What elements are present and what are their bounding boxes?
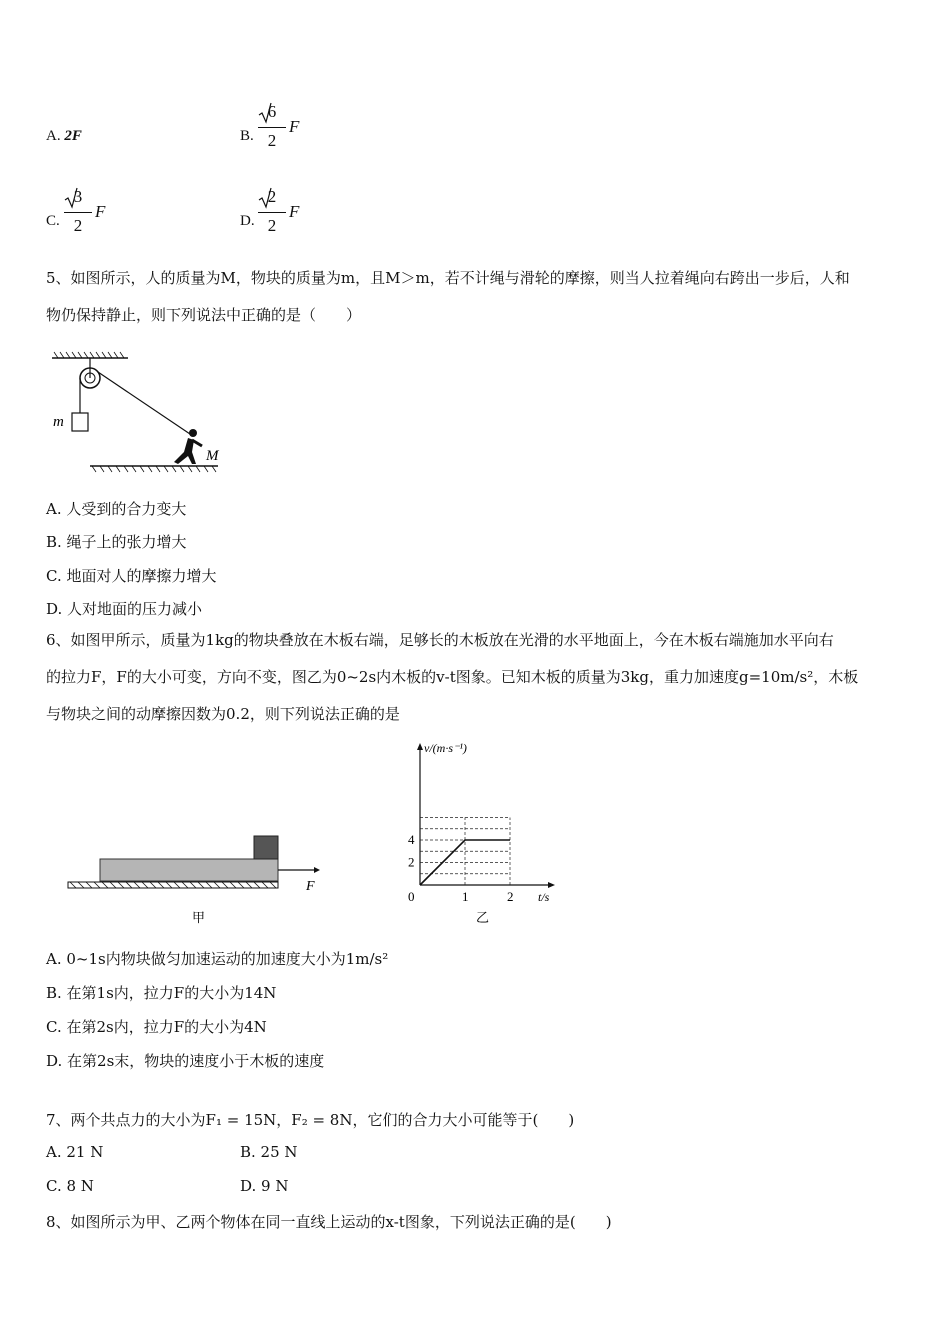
- chart-ytick-label: 2: [408, 854, 415, 870]
- q7-option-a: A. 21 N: [46, 1143, 104, 1161]
- q5-stem-line-2: 物仍保持静止，则下列说法中正确的是（ ）: [46, 306, 362, 324]
- chart-ylabel: v/(m·s⁻¹): [424, 741, 467, 755]
- q7-stem: 7、两个共点力的大小为F₁ = 15N，F₂ = 8N，它们的合力大小可能等于( ): [46, 1111, 575, 1129]
- q4-option-a-value: 2F: [64, 128, 82, 144]
- chart-xtick-label: 1: [462, 889, 469, 904]
- chart-ytick-label: 4: [408, 832, 415, 847]
- chart-xtick-label: 0: [408, 889, 415, 904]
- q4-b-var: F: [289, 117, 300, 136]
- q6-option-a: A. 0~1s内物块做匀加速运动的加速度大小为1m/s²: [46, 950, 389, 968]
- q5-option-c: C. 地面对人的摩擦力增大: [46, 567, 217, 585]
- q6-board-figure: [64, 830, 334, 930]
- q5-stem-line-1: 5、如图所示，人的质量为M，物块的质量为m，且M＞m，若不计绳与滑轮的摩擦，则当人拉着绳向右跨出一步后，人和: [46, 269, 850, 287]
- q7-option-d: D. 9 N: [240, 1177, 289, 1195]
- q4-b-numerator: 6: [267, 102, 277, 121]
- q7-option-c: C. 8 N: [46, 1177, 94, 1195]
- q6-fig-caption-jia: 甲: [192, 911, 206, 926]
- q6-fig-F: F: [306, 879, 315, 894]
- q8-stem: 8、如图所示为甲、乙两个物体在同一直线上运动的x-t图象，下列说法正确的是( ): [46, 1213, 612, 1231]
- q4-c-denominator: 2: [73, 216, 83, 235]
- q4-c-numerator: 3: [73, 187, 83, 206]
- q4-option-d-label: D.: [240, 213, 255, 229]
- q6-fig-caption-yi: 乙: [476, 911, 490, 926]
- chart-x-arrow: [548, 882, 555, 888]
- q5-option-b: B. 绳子上的张力增大: [46, 533, 187, 551]
- q4-d-numerator: 2: [267, 187, 277, 206]
- q5-fig-label-m: m: [53, 414, 64, 430]
- q7-option-b: B. 25 N: [240, 1143, 298, 1161]
- q6-vt-chart: [400, 740, 570, 930]
- q6-stem-line-3: 与物块之间的动摩擦因数为0.2，则下列说法正确的是: [46, 705, 400, 723]
- q4-d-denominator: 2: [267, 216, 277, 235]
- q4-option-b-fraction: [258, 100, 308, 156]
- q4-b-denominator: 2: [267, 131, 277, 150]
- q4-option-a: A. 2F: [46, 128, 82, 144]
- chart-y-arrow: [417, 743, 423, 750]
- q4-option-c-fraction: [64, 185, 114, 241]
- q5-stem: [46, 260, 908, 334]
- q6-stem-line-1: 6、如图甲所示，质量为1kg的物块叠放在木板右端，足够长的木板放在光滑的水平地面上，今在木板右端施加水平向右: [46, 631, 834, 649]
- q6-option-d: D. 在第2s末，物块的速度小于木板的速度: [46, 1052, 325, 1070]
- chart-xlabel: t/s: [538, 890, 550, 904]
- q4-c-var: F: [95, 202, 106, 221]
- q6-stem-line-2: 的拉力F，F的大小可变，方向不变，图乙为0~2s内木板的v-t图象。已知木板的质量为3kg，重力加速度g=10m/s²，木板: [46, 668, 859, 686]
- q5-fig-label-M: M: [206, 448, 219, 464]
- q4-option-c-label: C.: [46, 213, 60, 229]
- q6-option-c: C. 在第2s内，拉力F的大小为4N: [46, 1018, 267, 1036]
- q5-option-a: A. 人受到的合力变大: [46, 500, 187, 518]
- q6-option-b: B. 在第1s内，拉力F的大小为14N: [46, 984, 277, 1002]
- q4-option-d-fraction: [258, 185, 308, 241]
- q4-option-b-label: B.: [240, 128, 254, 144]
- q5-option-d: D. 人对地面的压力减小: [46, 600, 203, 618]
- chart-xtick-label: 2: [507, 889, 514, 904]
- q5-pulley-figure: [48, 348, 238, 474]
- q6-stem: [46, 622, 908, 733]
- q4-d-var: F: [289, 202, 300, 221]
